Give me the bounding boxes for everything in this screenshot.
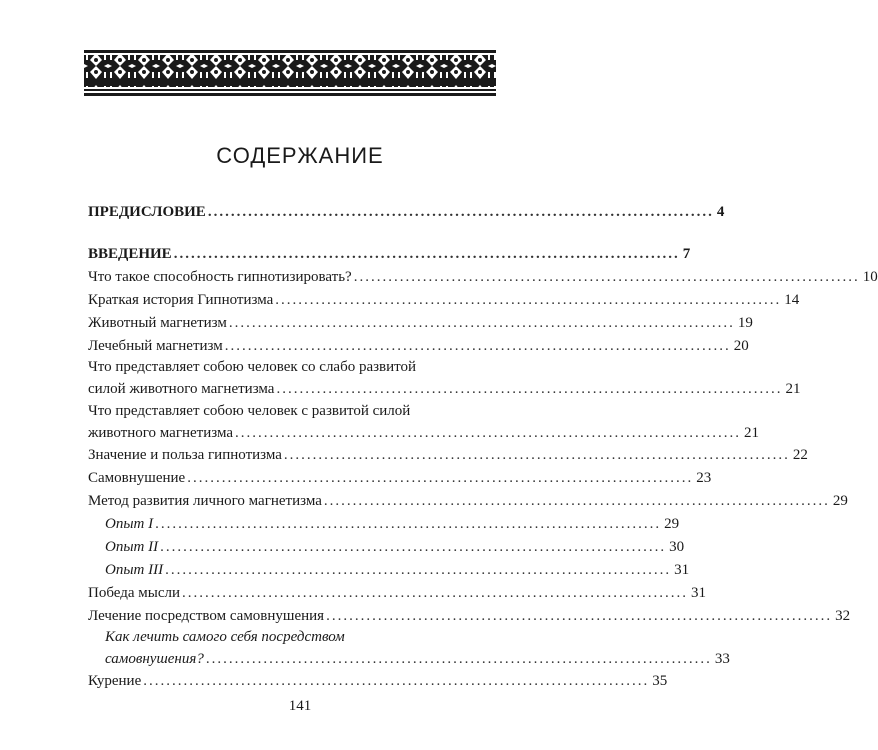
toc-entry-title: Опыт II xyxy=(105,539,159,555)
toc-dot-leader: ........................................................................................ xyxy=(283,447,790,463)
toc-entry-page: 30 xyxy=(669,539,685,555)
toc-dot-leader: ........................................................................................ xyxy=(326,608,833,624)
toc-entry[interactable] xyxy=(88,203,725,221)
decorative-border-ornament xyxy=(84,50,496,96)
toc-entry[interactable] xyxy=(105,538,685,556)
toc-entry[interactable] xyxy=(88,584,707,602)
toc-entry[interactable] xyxy=(88,402,760,442)
toc-entry-page: 10 xyxy=(862,269,878,285)
toc-entry[interactable] xyxy=(88,337,749,355)
toc-entry[interactable] xyxy=(105,561,690,579)
toc-dot-leader: ........................................................................................ xyxy=(276,381,783,397)
toc-entry-title: Что такое способность гипнотизировать? xyxy=(88,269,352,285)
toc-entry-page: 33 xyxy=(714,651,730,667)
toc-entry-title: силой животного магнетизма xyxy=(88,381,275,397)
toc-entry-title-line1: Что представляет собою человек со слабо развитой xyxy=(88,359,417,375)
toc-dot-leader: ........................................................................................ xyxy=(224,338,731,354)
toc-entry-page: 20 xyxy=(733,338,749,354)
toc-entry[interactable] xyxy=(88,358,801,398)
toc-entry-title: ВВЕДЕНИЕ xyxy=(88,246,172,262)
toc-entry-title: Курение xyxy=(88,673,142,689)
toc-entry-page: 29 xyxy=(832,493,848,509)
toc-entry-page: 22 xyxy=(792,447,808,463)
toc-dot-leader: ........................................................................................ xyxy=(323,493,830,509)
toc-dot-leader: ........................................................................................ xyxy=(353,269,860,285)
toc-dot-leader: ........................................................................................ xyxy=(182,585,689,601)
toc-entry-title: животного магнетизма xyxy=(88,425,234,441)
toc-entry-page: 7 xyxy=(682,246,691,262)
toc-entry[interactable] xyxy=(88,469,712,487)
toc-entry-title: Опыт I xyxy=(105,516,154,532)
toc-entry-title: Животный магнетизм xyxy=(88,315,227,331)
toc-entry[interactable] xyxy=(105,628,730,668)
toc-dot-leader: ........................................................................................ xyxy=(165,562,672,578)
toc-dot-leader: ........................................................................................ xyxy=(160,539,667,555)
toc-entry-page: 32 xyxy=(835,608,851,624)
toc-dot-leader: ........................................................................................ xyxy=(187,470,694,486)
toc-entry[interactable] xyxy=(88,314,753,332)
toc-entry-title: самовнушения? xyxy=(105,651,204,667)
toc-dot-leader: ........................................................................................ xyxy=(228,315,735,331)
toc-entry-title: Самовнушение xyxy=(88,470,186,486)
toc-entry-title: ПРЕДИСЛОВИЕ xyxy=(88,204,206,220)
toc-entry-title-line1: Как лечить самого себя посредством xyxy=(105,629,345,645)
toc-entry-page: 21 xyxy=(785,381,801,397)
toc-entry-page: 29 xyxy=(664,516,680,532)
toc-entry-title: Опыт III xyxy=(105,562,164,578)
toc-entry-title: Метод развития личного магнетизма xyxy=(88,493,322,509)
toc-entry-page: 31 xyxy=(691,585,707,601)
page-title: СОДЕРЖАНИЕ xyxy=(216,143,384,168)
toc-entry[interactable] xyxy=(88,245,691,263)
toc-dot-leader: ........................................................................................ xyxy=(207,204,714,220)
toc-entry-title: Краткая история Гипнотизма xyxy=(88,292,274,308)
toc-entry[interactable] xyxy=(88,607,851,625)
toc-entry-page: 35 xyxy=(652,673,668,689)
toc-entry-page: 4 xyxy=(716,204,725,220)
toc-dot-leader: ........................................................................................ xyxy=(173,246,680,262)
toc-entry-page: 23 xyxy=(696,470,712,486)
toc-entry-page: 31 xyxy=(674,562,690,578)
toc-entry[interactable] xyxy=(88,268,878,286)
toc-dot-leader: ........................................................................................ xyxy=(235,425,742,441)
toc-dot-leader: ........................................................................................ xyxy=(205,651,712,667)
toc-entry-page: 21 xyxy=(744,425,760,441)
toc-dot-leader: ........................................................................................ xyxy=(155,516,662,532)
toc-entry-title: Победа мысли xyxy=(88,585,181,601)
toc-entry[interactable] xyxy=(88,291,800,309)
toc-entry-title: Значение и польза гипнотизма xyxy=(88,447,282,463)
toc-dot-leader: ........................................................................................ xyxy=(275,292,782,308)
toc-entry[interactable] xyxy=(88,672,668,690)
toc-entry-page: 14 xyxy=(784,292,800,308)
toc-entry[interactable] xyxy=(88,492,848,510)
toc-entry-title: Лечение посредством самовнушения xyxy=(88,608,325,624)
toc-entry[interactable] xyxy=(105,515,680,533)
toc-entry-page: 19 xyxy=(737,315,753,331)
toc-entry-title-line1: Что представляет собою человек с развитой силой xyxy=(88,403,411,419)
toc-dot-leader: ........................................................................................ xyxy=(143,673,650,689)
toc-entry[interactable] xyxy=(88,446,808,464)
toc-entry-title: Лечебный магнетизм xyxy=(88,338,223,354)
page-number: 141 xyxy=(288,698,312,714)
